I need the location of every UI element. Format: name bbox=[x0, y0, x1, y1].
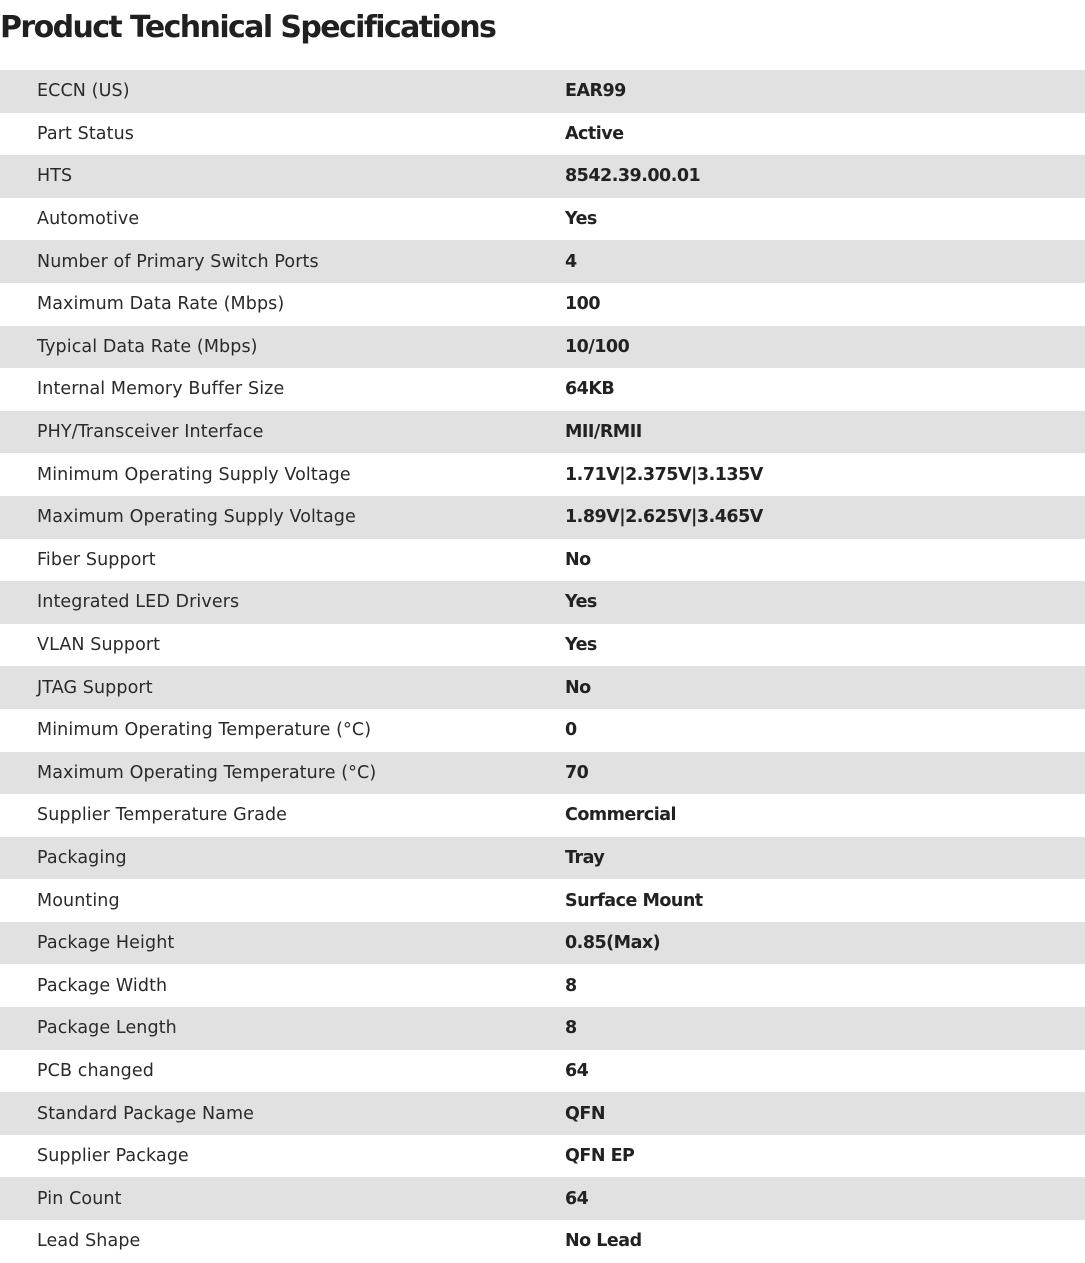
spec-value: 10/100 bbox=[565, 326, 1085, 369]
page-title: Product Technical Specifications bbox=[0, 10, 496, 45]
spec-value: No Lead bbox=[565, 1220, 1085, 1263]
spec-value: Yes bbox=[565, 581, 1085, 624]
spec-value: 8 bbox=[565, 964, 1085, 1007]
spec-value: 64 bbox=[565, 1050, 1085, 1093]
spec-label: Number of Primary Switch Ports bbox=[0, 240, 565, 283]
table-row bbox=[0, 113, 1085, 156]
table-row bbox=[0, 240, 1085, 283]
table-row bbox=[0, 411, 1085, 454]
spec-label: Mounting bbox=[0, 879, 565, 922]
spec-label: VLAN Support bbox=[0, 624, 565, 667]
spec-label: Typical Data Rate (Mbps) bbox=[0, 326, 565, 369]
table-row bbox=[0, 581, 1085, 624]
spec-value: 4 bbox=[565, 240, 1085, 283]
spec-label: Integrated LED Drivers bbox=[0, 581, 565, 624]
spec-value: MII/RMII bbox=[565, 411, 1085, 454]
table-row bbox=[0, 964, 1085, 1007]
spec-label: PCB changed bbox=[0, 1050, 565, 1093]
spec-value: Surface Mount bbox=[565, 879, 1085, 922]
spec-label: Minimum Operating Supply Voltage bbox=[0, 453, 565, 496]
table-row bbox=[0, 539, 1085, 582]
spec-label: Internal Memory Buffer Size bbox=[0, 368, 565, 411]
spec-table bbox=[0, 70, 1085, 1263]
table-row bbox=[0, 624, 1085, 667]
table-row bbox=[0, 1135, 1085, 1178]
table-row bbox=[0, 70, 1085, 113]
spec-value: 64 bbox=[565, 1177, 1085, 1220]
table-row bbox=[0, 1050, 1085, 1093]
spec-value: Active bbox=[565, 113, 1085, 156]
spec-value: 100 bbox=[565, 283, 1085, 326]
spec-value: No bbox=[565, 666, 1085, 709]
table-row bbox=[0, 752, 1085, 795]
spec-value: QFN bbox=[565, 1092, 1085, 1135]
table-row bbox=[0, 1007, 1085, 1050]
spec-label: JTAG Support bbox=[0, 666, 565, 709]
table-row bbox=[0, 453, 1085, 496]
spec-label: Minimum Operating Temperature (°C) bbox=[0, 709, 565, 752]
table-row bbox=[0, 1092, 1085, 1135]
spec-label: Supplier Package bbox=[0, 1135, 565, 1178]
spec-label: Packaging bbox=[0, 837, 565, 880]
table-row bbox=[0, 1220, 1085, 1263]
spec-value: 8542.39.00.01 bbox=[565, 155, 1085, 198]
spec-value: Yes bbox=[565, 624, 1085, 667]
spec-label: Pin Count bbox=[0, 1177, 565, 1220]
table-row bbox=[0, 368, 1085, 411]
table-row bbox=[0, 794, 1085, 837]
table-row bbox=[0, 283, 1085, 326]
spec-label: Maximum Operating Temperature (°C) bbox=[0, 752, 565, 795]
spec-label: Maximum Data Rate (Mbps) bbox=[0, 283, 565, 326]
table-row bbox=[0, 326, 1085, 369]
spec-value: 0 bbox=[565, 709, 1085, 752]
table-row bbox=[0, 198, 1085, 241]
spec-value: Yes bbox=[565, 198, 1085, 241]
spec-label: Standard Package Name bbox=[0, 1092, 565, 1135]
spec-value: QFN EP bbox=[565, 1135, 1085, 1178]
spec-value: Commercial bbox=[565, 794, 1085, 837]
spec-value: 64KB bbox=[565, 368, 1085, 411]
spec-value: 1.89V|2.625V|3.465V bbox=[565, 496, 1085, 539]
spec-label: Automotive bbox=[0, 198, 565, 241]
spec-label: Package Height bbox=[0, 922, 565, 965]
table-row bbox=[0, 879, 1085, 922]
spec-value: No bbox=[565, 539, 1085, 582]
spec-value: 70 bbox=[565, 752, 1085, 795]
table-row bbox=[0, 922, 1085, 965]
spec-value: 8 bbox=[565, 1007, 1085, 1050]
spec-label: Package Width bbox=[0, 964, 565, 1007]
table-row bbox=[0, 666, 1085, 709]
spec-label: Maximum Operating Supply Voltage bbox=[0, 496, 565, 539]
spec-table-body bbox=[0, 70, 1085, 1263]
table-row bbox=[0, 1177, 1085, 1220]
spec-label: ECCN (US) bbox=[0, 70, 565, 113]
table-row bbox=[0, 709, 1085, 752]
table-row bbox=[0, 837, 1085, 880]
spec-label: Lead Shape bbox=[0, 1220, 565, 1263]
table-row bbox=[0, 496, 1085, 539]
table-row bbox=[0, 155, 1085, 198]
spec-label: Supplier Temperature Grade bbox=[0, 794, 565, 837]
spec-value: Tray bbox=[565, 837, 1085, 880]
spec-label: Part Status bbox=[0, 113, 565, 156]
spec-label: Package Length bbox=[0, 1007, 565, 1050]
spec-value: 0.85(Max) bbox=[565, 922, 1085, 965]
spec-value: EAR99 bbox=[565, 70, 1085, 113]
spec-label: Fiber Support bbox=[0, 539, 565, 582]
spec-label: HTS bbox=[0, 155, 565, 198]
spec-value: 1.71V|2.375V|3.135V bbox=[565, 453, 1085, 496]
spec-label: PHY/Transceiver Interface bbox=[0, 411, 565, 454]
